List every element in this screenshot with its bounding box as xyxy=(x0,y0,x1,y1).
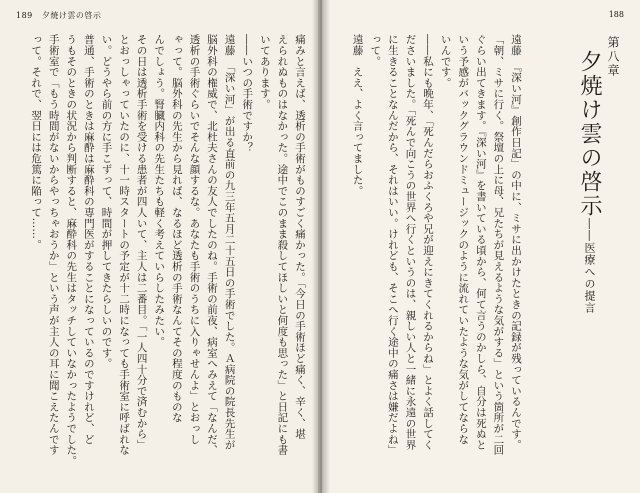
right-column-5: いんです。 xyxy=(439,34,452,88)
left-column-7: 透析の手術ぐらいでそんな顔するな。あなたも手術のうちに入りゃせんよ」とおっし xyxy=(188,34,201,445)
chapter-title-text: 夕焼け雲の啓示 xyxy=(577,50,602,218)
left-running-title: 夕焼け雲の啓示 xyxy=(41,11,102,20)
left-column-10: その日は透析手術を受ける患者が四人いて、主人は二番目。「一人四十分で済むから」 xyxy=(135,34,148,450)
right-column-8: に生きることなんだから、それはいい。けれども、そこへ行く途中の痛さは嫌だよね」 xyxy=(386,34,399,456)
right-column-3: ぐらい出てきます。『深い河』を書いている頃から、何て言うのかしら、自分は死ぬと xyxy=(474,34,487,450)
left-column-1: 痛みと言えば、透析の手術がものすごく痛かった。「今日の手術ほど痛く、辛く、堪 xyxy=(294,34,306,440)
right-column-9: って。 xyxy=(369,34,382,67)
right-page xyxy=(322,0,640,493)
chapter-heading xyxy=(574,36,622,314)
right-column-1: 遠藤 『深い河』創作日記」の中に、ミサに出かけたときの記録が残っているんです。 xyxy=(510,34,522,450)
left-running-head xyxy=(16,10,107,21)
left-column-2: えられぬものはなかった。途中でこのまま殺してほしいと何度も思った」と日記にも書 xyxy=(276,34,289,456)
left-body-text xyxy=(8,34,308,474)
left-column-13: 普通、手術のときは麻酔は麻酔科の専門医がすることになっているのですけれど、ど xyxy=(82,34,95,445)
left-column-14: うもそのときの状況から判断すると、麻酔科の先生はタッチしていなかったようでした。 xyxy=(65,34,78,466)
left-column-8: ゃって。脳外科の先生から見れば、なるほど透析の手術なんてその程度のものな xyxy=(170,34,183,423)
left-page xyxy=(0,0,318,493)
left-column-16: って。それで、翌日には危篤に陥って……。 xyxy=(30,34,43,250)
chapter-subtitle: ――医療への提言 xyxy=(583,218,596,314)
right-column-10: 遠藤 ええ、よく言ってました。 xyxy=(351,34,364,196)
chapter-title xyxy=(574,50,605,314)
left-column-6: 脳外科の権威で、北杜夫さんの友人でしたのね。手術の前夜、病室へみえて「なんだ、 xyxy=(206,34,219,456)
right-column-6: ――私にも晩年、「死んだらおふくろや兄が迎えにきてくれるからね」とよく話してく xyxy=(422,34,435,450)
left-column-4: ――いつの手術ですか？ xyxy=(241,34,254,153)
chapter-number: 第八章 xyxy=(606,36,620,78)
right-column-7: ださいました。「死んで向こうの世界へ行くというのは、親しい人と一緒に永遠の世界 xyxy=(404,34,417,450)
left-column-15: 手術室で「もう時間がないからやっちゃおうか」という声が主人の耳に聞こえたんです xyxy=(47,34,60,456)
left-column-12: い。どうやら前の方に手こずって、時間が押してきたらしいのです。 xyxy=(100,34,113,369)
left-column-5: 遠藤 「深い河」が出る直前の九三年五月二十五日の手術でした。Ａ病院の院長先生が xyxy=(223,34,236,450)
left-column-9: んでしょう。腎臓内科の先生たちも軽く考えていらしたみたい。 xyxy=(153,34,166,348)
book-gutter xyxy=(312,0,330,493)
right-folio: 188 xyxy=(608,10,624,19)
left-folio: 189 xyxy=(16,11,33,20)
left-column-3: いてあります。 xyxy=(258,34,271,110)
right-body-text xyxy=(328,34,524,474)
right-column-2: 「朝、ミサに行く。祭壇の上に母、兄たちが見えるような気がする」という箇所が二回 xyxy=(492,34,505,456)
left-column-11: とおっしゃっていたのに、十一時スタートの予定が十二時になっても手術室に呼ばれな xyxy=(118,34,131,456)
right-column-4: いう予感がバックグラウンドミュージックのように流れていたような気がしてならな xyxy=(457,34,470,445)
